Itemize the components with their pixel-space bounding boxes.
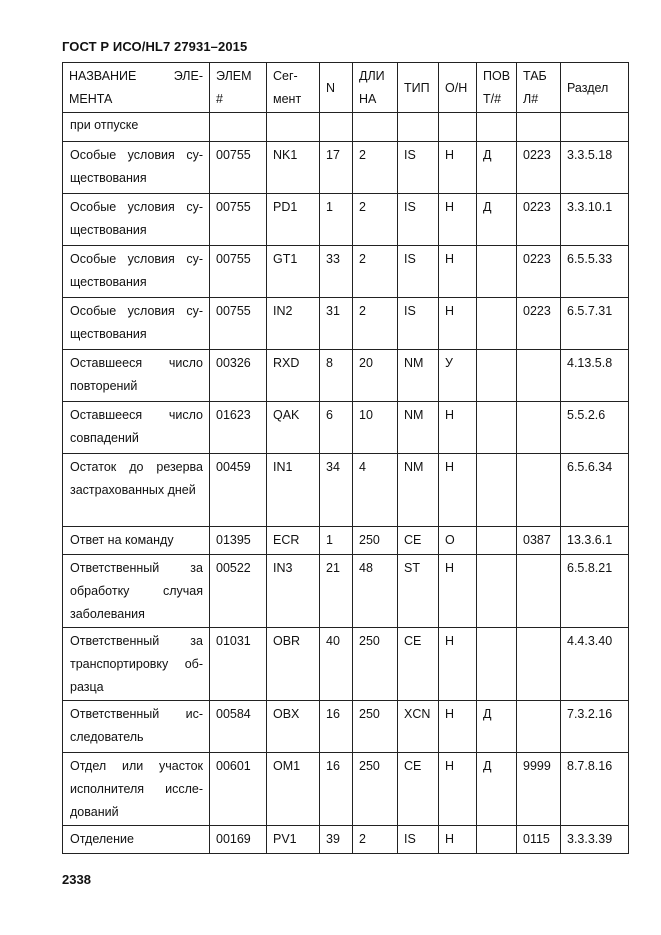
table-cell: 4.4.3.40 xyxy=(561,628,629,701)
table-cell: Н xyxy=(439,298,477,350)
table-cell: 9999 xyxy=(517,753,561,826)
table-cell: PV1 xyxy=(267,826,320,854)
table-cell: 34 xyxy=(320,454,353,527)
table-cell: 17 xyxy=(320,142,353,194)
table-cell: 250 xyxy=(353,628,398,701)
table-cell: IN1 xyxy=(267,454,320,527)
table-cell: 21 xyxy=(320,555,353,628)
table-cell: Ответственный за обработку случая заболевания xyxy=(63,555,210,628)
table-cell: 00584 xyxy=(210,701,267,753)
table-cell: 0387 xyxy=(517,527,561,555)
table-cell: NM xyxy=(398,454,439,527)
table-cell: 3.3.5.18 xyxy=(561,142,629,194)
table-cell: NK1 xyxy=(267,142,320,194)
table-cell: RXD xyxy=(267,350,320,402)
table-cell: 2 xyxy=(353,246,398,298)
table-cell: Н xyxy=(439,246,477,298)
table-cell: 6 xyxy=(320,402,353,454)
table-cell: 40 xyxy=(320,628,353,701)
table-cell: NM xyxy=(398,350,439,402)
table-cell: OM1 xyxy=(267,753,320,826)
table-cell xyxy=(477,628,517,701)
table-cell: 1 xyxy=(320,194,353,246)
table-cell xyxy=(517,454,561,527)
table-cell: 6.5.8.21 xyxy=(561,555,629,628)
table-cell: PD1 xyxy=(267,194,320,246)
table-cell: 13.3.6.1 xyxy=(561,527,629,555)
table-cell: CE xyxy=(398,527,439,555)
table-cell: 0115 xyxy=(517,826,561,854)
table-cell: IS xyxy=(398,194,439,246)
table-row xyxy=(63,402,629,454)
table-cell xyxy=(320,113,353,142)
table-cell: 01623 xyxy=(210,402,267,454)
table-cell xyxy=(477,454,517,527)
table-cell: Особые условия су-ществования xyxy=(63,142,210,194)
table-cell: 48 xyxy=(353,555,398,628)
table-cell: 00459 xyxy=(210,454,267,527)
table-cell: ST xyxy=(398,555,439,628)
table-cell: 00601 xyxy=(210,753,267,826)
table-cell: IN3 xyxy=(267,555,320,628)
table-cell: Н xyxy=(439,753,477,826)
table-cell xyxy=(477,555,517,628)
table-cell: Н xyxy=(439,194,477,246)
table-cell: Оставшееся число повторений xyxy=(63,350,210,402)
table-cell: Н xyxy=(439,628,477,701)
table-row xyxy=(63,555,629,628)
table-cell: 0223 xyxy=(517,194,561,246)
table-cell: IS xyxy=(398,826,439,854)
table-cell: Ответственный ис-следователь xyxy=(63,701,210,753)
table-cell xyxy=(477,113,517,142)
table-cell: 250 xyxy=(353,753,398,826)
column-header: ДЛИ НА xyxy=(353,63,398,113)
table-cell xyxy=(477,246,517,298)
data-element-table xyxy=(62,62,629,854)
table-cell: IS xyxy=(398,298,439,350)
table-cell: 250 xyxy=(353,701,398,753)
table-cell xyxy=(439,113,477,142)
table-cell xyxy=(517,701,561,753)
column-header: О/Н xyxy=(439,63,477,113)
table-cell: Д xyxy=(477,142,517,194)
table-cell: Д xyxy=(477,194,517,246)
table-cell: QAK xyxy=(267,402,320,454)
column-header: ТАБ Л# xyxy=(517,63,561,113)
table-cell xyxy=(477,402,517,454)
table-cell: 3.3.10.1 xyxy=(561,194,629,246)
table-cell: У xyxy=(439,350,477,402)
table-cell: ECR xyxy=(267,527,320,555)
table-cell: 6.5.7.31 xyxy=(561,298,629,350)
table-row xyxy=(63,194,629,246)
table-cell: 01031 xyxy=(210,628,267,701)
page-number: 2338 xyxy=(62,872,91,887)
table-header-row xyxy=(63,63,629,113)
table-cell xyxy=(477,826,517,854)
table-cell xyxy=(517,113,561,142)
table-cell: GT1 xyxy=(267,246,320,298)
table-cell: 00755 xyxy=(210,142,267,194)
table-cell: 00755 xyxy=(210,298,267,350)
table-cell: при отпуске xyxy=(63,113,210,142)
table-cell: Остаток до резерва застрахованных дней xyxy=(63,454,210,527)
table-cell: IS xyxy=(398,142,439,194)
table-cell: Н xyxy=(439,701,477,753)
table-row xyxy=(63,454,629,527)
table-cell: 0223 xyxy=(517,142,561,194)
table-cell: 1 xyxy=(320,527,353,555)
table-cell: Оставшееся число совпадений xyxy=(63,402,210,454)
column-header: N xyxy=(320,63,353,113)
table-cell: 16 xyxy=(320,701,353,753)
table-row xyxy=(63,753,629,826)
table-cell: 00326 xyxy=(210,350,267,402)
table-cell xyxy=(353,113,398,142)
table-cell: Отдел или участок исполнителя иссле-дований xyxy=(63,753,210,826)
document-header: ГОСТ Р ИСО/HL7 27931–2015 xyxy=(62,39,248,54)
table-row xyxy=(63,826,629,854)
table-cell xyxy=(477,350,517,402)
table-cell: 8.7.8.16 xyxy=(561,753,629,826)
table-cell: Д xyxy=(477,701,517,753)
table-cell: 6.5.6.34 xyxy=(561,454,629,527)
table-cell xyxy=(517,402,561,454)
table-cell: Н xyxy=(439,454,477,527)
table-row xyxy=(63,628,629,701)
table-cell xyxy=(398,113,439,142)
table-cell: Отделение xyxy=(63,826,210,854)
table-cell: О xyxy=(439,527,477,555)
table-cell xyxy=(517,350,561,402)
table-cell xyxy=(477,527,517,555)
table-cell: 4 xyxy=(353,454,398,527)
table-cell: IN2 xyxy=(267,298,320,350)
table-cell: 6.5.5.33 xyxy=(561,246,629,298)
table-row xyxy=(63,350,629,402)
table-cell: 00522 xyxy=(210,555,267,628)
table-row xyxy=(63,298,629,350)
table-cell: 01395 xyxy=(210,527,267,555)
table-cell xyxy=(267,113,320,142)
table-cell: 0223 xyxy=(517,298,561,350)
table-cell: NM xyxy=(398,402,439,454)
column-header: ЭЛЕМ # xyxy=(210,63,267,113)
table-cell: IS xyxy=(398,246,439,298)
column-header: Раздел xyxy=(561,63,629,113)
table-cell xyxy=(517,628,561,701)
table-cell: 16 xyxy=(320,753,353,826)
table-cell: 10 xyxy=(353,402,398,454)
column-header: Сег-мент xyxy=(267,63,320,113)
table-cell xyxy=(517,555,561,628)
table-cell: Особые условия су-ществования xyxy=(63,246,210,298)
table-cell: 4.13.5.8 xyxy=(561,350,629,402)
table-cell: CE xyxy=(398,753,439,826)
table-cell: OBX xyxy=(267,701,320,753)
table-row xyxy=(63,142,629,194)
table-cell: Н xyxy=(439,555,477,628)
table-cell: 20 xyxy=(353,350,398,402)
table-cell: 8 xyxy=(320,350,353,402)
table-cell: Н xyxy=(439,826,477,854)
table-row xyxy=(63,527,629,555)
table-cell: Ответственный за транспортировку об-разца xyxy=(63,628,210,701)
table-cell xyxy=(477,298,517,350)
table-cell: 2 xyxy=(353,826,398,854)
table-cell xyxy=(561,113,629,142)
table-cell: 31 xyxy=(320,298,353,350)
table-row xyxy=(63,246,629,298)
table-cell: 2 xyxy=(353,142,398,194)
table-cell: Особые условия су-ществования xyxy=(63,194,210,246)
table-cell: 0223 xyxy=(517,246,561,298)
table-cell: 00755 xyxy=(210,194,267,246)
table-cell: 3.3.3.39 xyxy=(561,826,629,854)
table-cell: CE xyxy=(398,628,439,701)
table-cell: 00169 xyxy=(210,826,267,854)
column-header: ТИП xyxy=(398,63,439,113)
table-cell: 250 xyxy=(353,527,398,555)
column-header: ПОВ Т/# xyxy=(477,63,517,113)
column-header: НАЗВАНИЕ ЭЛЕ-МЕНТА xyxy=(63,63,210,113)
table-cell: Н xyxy=(439,402,477,454)
table-cell: 2 xyxy=(353,298,398,350)
table-cell: Ответ на команду xyxy=(63,527,210,555)
table-cell xyxy=(210,113,267,142)
table-cell: 5.5.2.6 xyxy=(561,402,629,454)
table-row xyxy=(63,113,629,142)
table-cell: 00755 xyxy=(210,246,267,298)
table-cell: OBR xyxy=(267,628,320,701)
table-cell: 39 xyxy=(320,826,353,854)
table-cell: 7.3.2.16 xyxy=(561,701,629,753)
table-cell: Особые условия су-ществования xyxy=(63,298,210,350)
table-cell: Н xyxy=(439,142,477,194)
table-cell: 2 xyxy=(353,194,398,246)
table-cell: XCN xyxy=(398,701,439,753)
table-cell: 33 xyxy=(320,246,353,298)
table-cell: Д xyxy=(477,753,517,826)
table-row xyxy=(63,701,629,753)
